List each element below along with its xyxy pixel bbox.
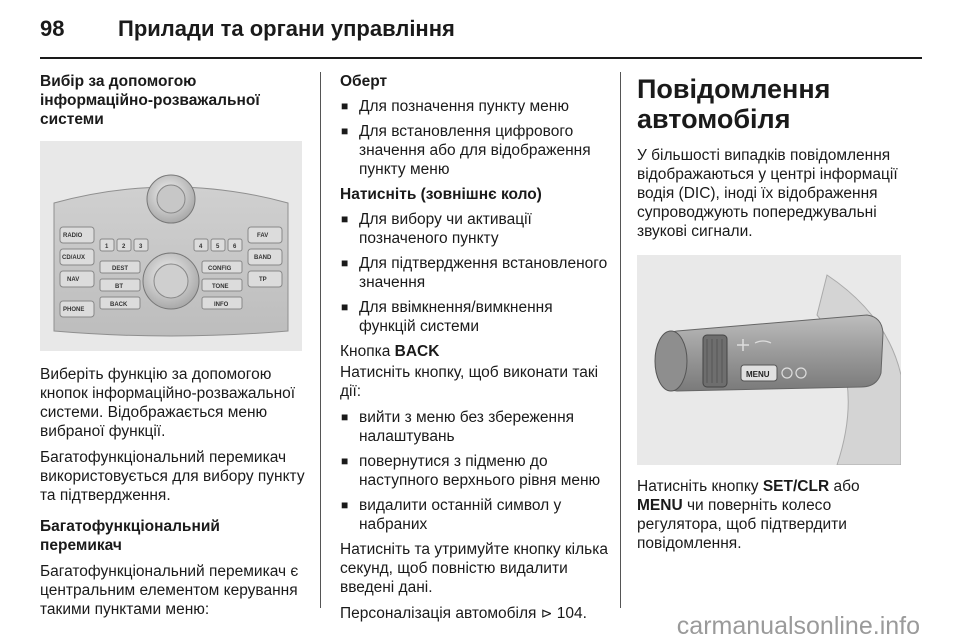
preset-key-6-label: 6: [233, 244, 237, 250]
phone-key-label: PHONE: [63, 307, 85, 313]
header-divider: [40, 57, 922, 59]
page-header: [40, 16, 920, 50]
menu-key-label: MENU: [746, 370, 770, 379]
paragraph-select-function: Виберіть функцію за допомогою кнопок інформаційно-розважальної системи. Відображається меню вибраної функції.: [40, 366, 296, 440]
list-item: ■ Для встановлення цифрового значення або для відображення пункту меню: [340, 122, 610, 179]
preset-key-2-label: 2: [122, 244, 126, 250]
page-title: Прилади та органи управління: [118, 16, 455, 41]
column-1: [40, 72, 306, 626]
back-intro: Натисніть кнопку, щоб виконати такі дії:: [340, 364, 599, 400]
list-item: ■ Для вибору чи активації позначеного пункту: [340, 210, 610, 248]
turn-list: [340, 97, 610, 179]
page-ref-arrow-icon: ⊳: [540, 605, 553, 621]
preset-key-3-label: 3: [139, 244, 143, 250]
infotainment-panel-figure: [40, 141, 302, 351]
personalization-text: Персоналізація автомобіля: [340, 605, 537, 622]
confirm-text-1: Натисніть кнопку: [637, 478, 763, 495]
tp-key-label: TP: [259, 277, 267, 283]
section-heading-multifunction: Багатофункціональний перемикач: [40, 518, 220, 554]
list-item: ■ Для позначення пункту меню: [340, 97, 610, 116]
band-key-label: BAND: [254, 255, 272, 261]
heading-turn: Оберт: [340, 73, 388, 90]
section-heading-infotainment: Вибір за допомогою інформаційно-розважальної системи: [40, 73, 260, 128]
back-label: BACK: [394, 343, 440, 360]
tone-key-label: TONE: [212, 284, 229, 290]
turn-signal-lever-figure: [637, 255, 901, 465]
confirm-text-3: чи поверніть колесо регулятора, щоб підтвердити повідомлення.: [637, 497, 847, 552]
list-item: ■ Для ввімкнення/вимкнення функцій системи: [340, 298, 610, 336]
info-key-label: INFO: [214, 302, 229, 308]
preset-key-5-label: 5: [216, 244, 220, 250]
list-item: ■ повернутися з підменю до наступного верхнього рівня меню: [340, 452, 610, 490]
back-prefix: Кнопка: [340, 343, 395, 360]
config-key-label: CONFIG: [208, 266, 232, 272]
section-title-vehicle-messages: Повідомлення автомобіля: [637, 74, 831, 134]
page-number: 98: [40, 16, 65, 41]
lever-tip: [655, 331, 687, 391]
preset-key-4-label: 4: [199, 244, 203, 250]
column-divider-2: [620, 72, 621, 608]
cd-aux-key-label: CD/AUX: [62, 255, 86, 261]
list-item: ■ Для підтвердження встановленого значення: [340, 254, 610, 292]
paragraph-multifunction-use: Багатофункціональний перемикач використовується для вибору пункту та підтвердження.: [40, 449, 305, 504]
paragraph-confirm-message: [637, 477, 903, 553]
radio-key-label: RADIO: [63, 233, 83, 239]
heading-press: Натисніть (зовнішнє коло): [340, 186, 542, 203]
confirm-text-2: або: [829, 478, 860, 495]
list-item: ■ вийти з меню без збереження налаштувань: [340, 408, 610, 446]
list-item: ■ видалити останній символ у набраних: [340, 496, 610, 534]
dest-key-label: DEST: [112, 266, 129, 272]
back-button-line: [340, 342, 610, 361]
watermark: carmanualsonline.info: [676, 612, 920, 640]
back-key-label: BACK: [110, 302, 128, 308]
menu-label: MENU: [637, 497, 683, 514]
personalization-page: 104.: [556, 605, 587, 622]
fav-key-label: FAV: [257, 233, 269, 239]
back-list: [340, 408, 610, 534]
column-divider-1: [320, 72, 321, 608]
bt-key-label: BT: [115, 284, 123, 290]
hold-paragraph: Натисніть та утримуйте кнопку кілька секунд, щоб повністю видалити введені дані.: [340, 541, 608, 596]
nav-key-label: NAV: [67, 277, 80, 283]
column-3: [637, 72, 903, 560]
paragraph-multifunction-intro: Багатофункціональний перемикач є центральним елементом керування такими пунктами меню:: [40, 563, 299, 618]
column-2: [340, 72, 610, 630]
personalization-reference: [340, 604, 610, 623]
press-list: [340, 210, 610, 336]
paragraph-messages-intro: У більшості випадків повідомлення відображаються у центрі інформації водія (DIC), іноді їх відображення супроводжують попереджувальні звукові сигнали.: [637, 147, 898, 240]
set-clr-label: SET/CLR: [762, 478, 830, 495]
preset-key-1-label: 1: [105, 244, 109, 250]
